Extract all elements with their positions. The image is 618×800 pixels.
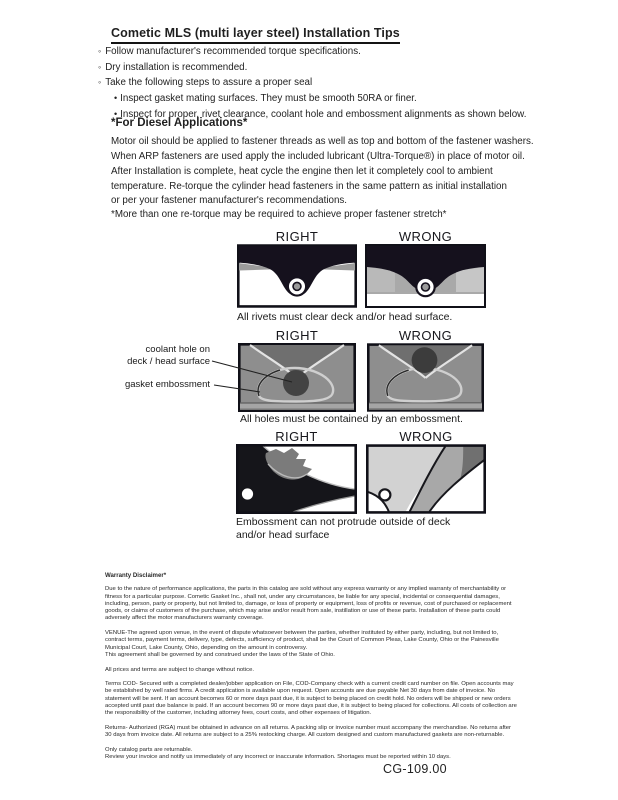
gasket-embossment-callout: gasket embossment xyxy=(124,379,210,390)
callout-pointer-lines xyxy=(108,340,308,400)
list-item: • Inspect for proper, rivet clearance, coolant hole and embossment alignments as shown below. xyxy=(98,107,526,123)
warranty-disclaimer-section xyxy=(105,572,519,769)
legal-paragraph: Due to the nature of performance applications, the parts in this catalog are sold without any express warranty or any implied warranty of merchantability or fitness for a particular purpose. Cometic Gasket Inc., shall not, under any circumstances, be liable for any special, incidental or consequential damages, including, person, party or property, but not limited to, damage, or loss of property or equipment, loss of profits or revenue, cost of purchased or replacement goods, or claims of customers of the purchase, which may arise and/or result from sale, instillation or use of these parts. Installation of these parts could adversely affect the motor manufacturers warranty coverage. xyxy=(105,586,512,622)
legal-paragraph: All prices and terms are subject to change without notice. xyxy=(105,666,254,673)
text-line: After Installation is complete, heat cycle the engine then let it completely cool to ambient xyxy=(111,166,493,177)
rivet-right-diagram xyxy=(237,244,357,308)
legal-paragraph: VENUE-The agreed upon venue, in the event of dispute whatsoever between the parties, whether instituted by either party, including, but not limited to, contract terms, payment terms, delivery, type, defects, sufficiency of product, shall be the Court of Common Pleas, Lake County, Ohio or the Painesville Municipal Court, Lake County, Ohio, depending on the amount in controversy. xyxy=(105,630,499,651)
page-title: Cometic MLS (multi layer steel) Installation Tips xyxy=(111,26,400,44)
row2-caption: All holes must be contained by an embossment. xyxy=(240,413,463,425)
text-line: or per your fastener manufacturer's recommendations. xyxy=(111,195,348,207)
diesel-heading: *For Diesel Applications* xyxy=(111,117,248,129)
wrong-label: WRONG xyxy=(398,328,453,343)
right-label: RIGHT xyxy=(275,229,319,244)
diesel-paragraph-1 xyxy=(111,135,534,164)
deck-right-diagram xyxy=(236,444,357,514)
caption-line: Embossment can not protrude outside of deck xyxy=(236,516,451,528)
callout-line: deck / head surface xyxy=(127,355,210,367)
list-item: ◦ Follow manufacturer's recommended torque specifications. xyxy=(98,44,526,60)
wrong-label: WRONG xyxy=(399,429,453,444)
bolt-hole-icon xyxy=(242,488,253,499)
row1-caption: All rivets must clear deck and/or head surface. xyxy=(237,311,453,323)
legal-paragraph: Review your invoice and notify us immediately of any incorrect or inaccurate information. Shortages must be reported within 10 days. xyxy=(105,754,451,761)
callout-line: coolant hole on xyxy=(145,344,210,355)
list-item: ◦ Take the following steps to assure a proper seal xyxy=(98,75,526,91)
page-number: CG-109.00 xyxy=(383,762,447,776)
text-line: When ARP fasteners are used apply the included lubricant (Ultra-Torque®) in place of motor oil. xyxy=(111,150,525,162)
diesel-paragraph-2 xyxy=(111,165,507,209)
installation-tips-list xyxy=(98,44,526,123)
warranty-disclaimer-heading: Warranty Disclaimer* xyxy=(105,572,167,579)
legal-paragraph: This agreement shall be governed by and construed under the laws of the State of Ohio. xyxy=(105,651,335,658)
right-label: RIGHT xyxy=(275,328,319,343)
bolt-hole-icon xyxy=(379,489,390,500)
list-item: • Inspect gasket mating surfaces. They must be smooth 50RA or finer. xyxy=(98,91,526,107)
row3-caption xyxy=(236,516,476,541)
text-line: Motor oil should be applied to fastener threads as well as top and bottom of the fastener washers. xyxy=(111,136,534,147)
deck-wrong-diagram xyxy=(366,444,486,514)
wrong-label: WRONG xyxy=(398,229,453,244)
text-line: temperature. Re-torque the cylinder head fasteners in the same pattern as initial installation xyxy=(111,180,507,192)
caption-line: and/or head surface xyxy=(236,528,330,541)
rivet-wrong-diagram xyxy=(365,244,486,308)
list-item: ◦ Dry installation is recommended. xyxy=(98,60,526,76)
legal-paragraph: Only catalog parts are returnable. xyxy=(105,746,193,753)
retorque-note: *More than one re-torque may be required to achieve proper fastener stretch* xyxy=(111,209,447,220)
coolant-hole-icon xyxy=(412,347,438,373)
legal-paragraph: Returns- Authorized (RGA) must be obtained in advance on all returns. A packing slip or invoice number must accompany the merchandise. No returns after 30 days from invoice date. All returns are subject to a 25% restocking charge. All custom designed and custom manufactured gaskets are non-returnable. xyxy=(105,724,512,739)
embossment-wrong-diagram xyxy=(367,343,484,412)
legal-paragraph: Terms COD- Secured with a completed dealer/jobber application on File, COD-Company check with a current credit card number on file. Open accounts may be established by well rated firms. A credit application is available upon request. Open accounts are due payable Net 30 days from date of invoice. No statement will be sent. If an account becomes 60 or more days past due, it is subject to being placed on credit hold. No orders will be shipped or new orders accepted until past due balance is paid. If an account becomes 90 or more days past due, it is subject to being placed for collections. All costs of collection are the responsibility of the customer, including attorney fees, court costs, and other expenses of litigation. xyxy=(105,681,517,717)
right-label: RIGHT xyxy=(275,429,318,444)
